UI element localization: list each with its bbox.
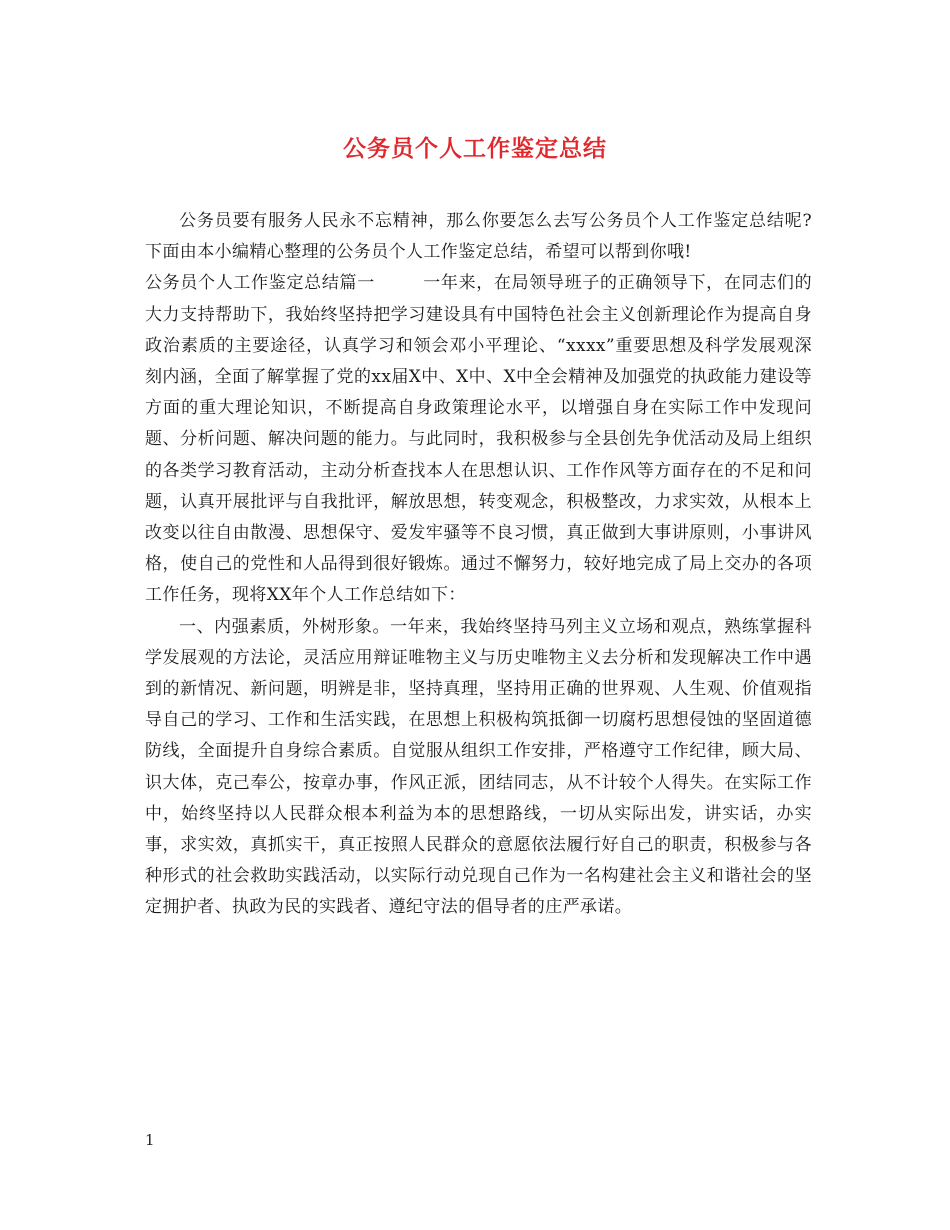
intro-paragraph: 公务员要有服务人民永不忘精神，那么你要怎么去写公务员个人工作鉴定总结呢?下面由本小编精心整理的公务员个人工作鉴定总结，希望可以帮到你哦! bbox=[145, 211, 812, 263]
section-paragraph bbox=[145, 268, 812, 611]
section-text: 一年来，在局领导班子的正确领导下，在同志们的大力支持帮助下，我始终坚持把学习建设具有中国特色社会主义创新理论作为提高自身政治素质的主要途径，认真学习和领会邓小平理论、“xxxx”重要思想及科学发展观深刻内涵，全面了解掌握了党的xx届X中、X中、X中全会精神及加强党的执政能力建设等方面的重大理论知识，不断提高自身政策理论水平，以增强自身在实际工作中发现问题、分析问题、解决问题的能力。与此同时，我积极参与全县创先争优活动及局上组织的各类学习教育活动，主动分析查找本人在思想认识、工作作风等方面存在的不足和问题，认真开展批评与自我批评，解放思想，转变观念，积极整改，力求实效，从根本上改变以往自由散漫、思想保守、爱发牢骚等不良习惯，真正做到大事讲原则，小事讲风格，使自己的党性和人品得到很好锻炼。通过不懈努力，较好地完成了局上交办的各项工作任务，现将XX年个人工作总结如下： bbox=[145, 273, 812, 606]
document-title: 公务员个人工作鉴定总结 bbox=[343, 135, 607, 162]
page-number: 1 bbox=[145, 1131, 155, 1149]
document-body bbox=[145, 206, 812, 924]
section-heading: 公务员个人工作鉴定总结篇一 bbox=[145, 273, 375, 294]
point-one-paragraph: 一、内强素质，外树形象。一年来，我始终坚持马列主义立场和观点，熟练掌握科学发展观的方法论，灵活应用辩证唯物主义与历史唯物主义去分析和发现解决工作中遇到的新情况、新问题，明辨是非，坚持真理，坚持用正确的世界观、人生观、价值观指导自己的学习、工作和生活实践，在思想上积极构筑抵御一切腐朽思想侵蚀的坚固道德防线，全面提升自身综合素质。自觉服从组织工作安排，严格遵守工作纪律，顾大局、识大体，克己奉公，按章办事，作风正派，团结同志，从不计较个人得失。在实际工作中，始终坚持以人民群众根本利益为本的思想路线，一切从实际出发，讲实话，办实事，求实效，真抓实干，真正按照人民群众的意愿依法履行好自己的职责，积极参与各种形式的社会救助实践活动，以实际行动兑现自己作为一名构建社会主义和谐社会的坚定拥护者、执政为民的实践者、遵纪守法的倡导者的庄严承诺。 bbox=[145, 616, 812, 918]
